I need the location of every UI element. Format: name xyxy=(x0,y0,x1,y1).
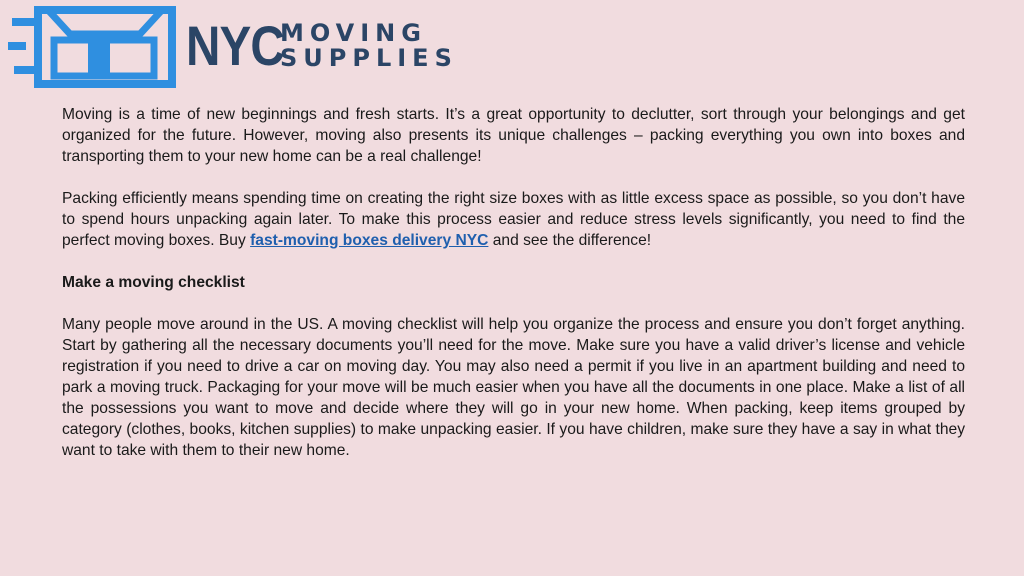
box-logo-icon xyxy=(8,4,180,88)
logo-wordmark xyxy=(280,18,458,72)
boxes-paragraph-tail: and see the difference! xyxy=(488,232,652,249)
intro-paragraph: Moving is a time of new beginnings and fresh starts. It’s a great opportunity to declutter, sort through your belongings and get organized for the future. However, moving also presents its unique challenges – packing everything you own into boxes and transporting them to your new home can be a real challenge! xyxy=(62,106,965,165)
logo-word-moving: MOVING xyxy=(280,18,427,47)
section-heading: Make a moving checklist xyxy=(62,274,245,291)
checklist-paragraph: Many people move around in the US. A moving checklist will help you organize the process and ensure you don’t forget anything. Start by gathering all the necessary documents you’ll need for the move. Make sure you have a valid driver’s license and vehicle registration if you need to drive a car on moving day. You may also need a permit if you live in an apartment building and need to park a moving truck. Packaging for your move will be much easier when you have all the documents in one place. Make a list of all the possessions you want to move and decide where they will go in your new home. When packing, keep items grouped by category (clothes, books, kitchen supplies) to make unpacking easier. If you have children, make sure they have a say in what they want to take with them to their new home. xyxy=(62,316,965,459)
brand-logo xyxy=(8,4,458,88)
boxes-paragraph xyxy=(62,188,965,251)
logo-nyc-text: NYC xyxy=(186,14,284,77)
delivery-link[interactable]: fast-moving boxes delivery NYC xyxy=(250,232,489,249)
logo-word-supplies: SUPPLIES xyxy=(280,44,458,72)
article-body xyxy=(62,104,965,482)
boxes-paragraph-text: Packing efficiently means spending time on creating the right size boxes with as little excess space as possible, so you don’t have to spend hours unpacking again later. To make this process easier and reduce stress levels significantly, you need to find the perfect moving boxes. Buy xyxy=(62,190,965,249)
